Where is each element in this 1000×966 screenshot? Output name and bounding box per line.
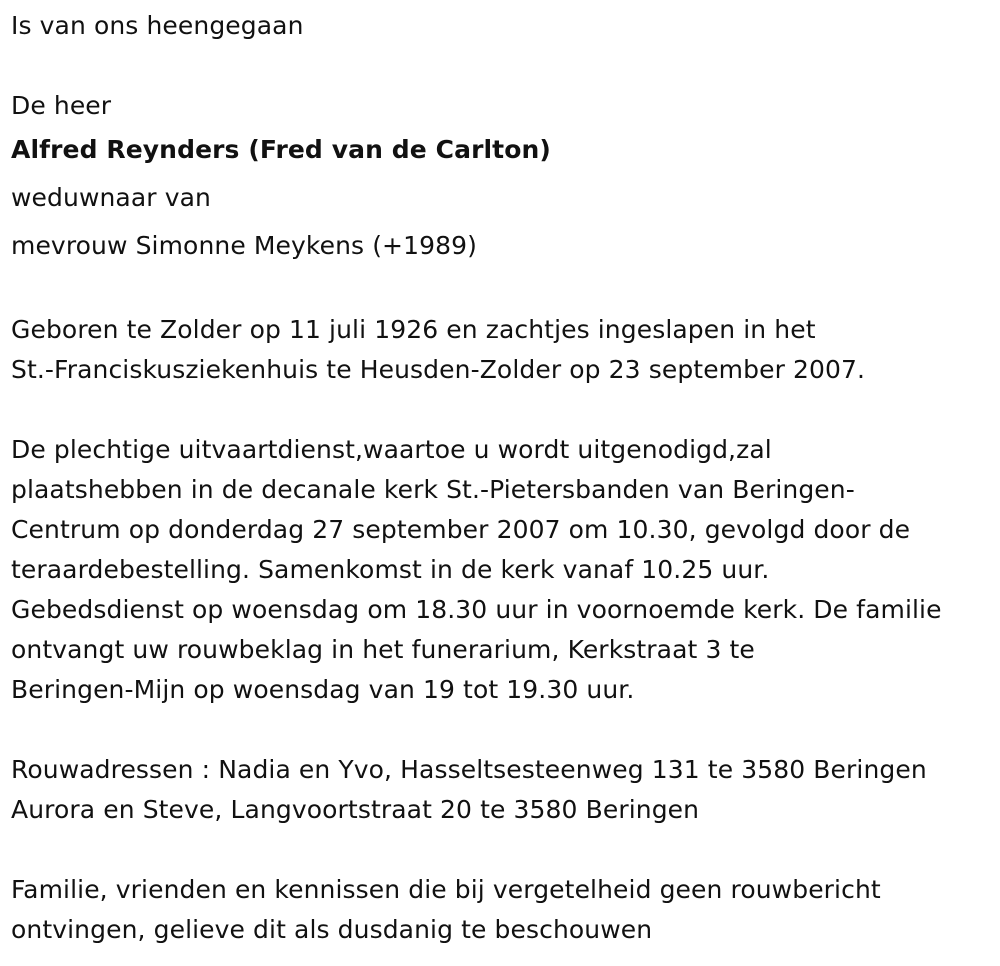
paragraph-line: ontvangt uw rouwbeklag in het funerarium, Kerkstraat 3 te xyxy=(11,635,755,664)
paragraph-line: Geboren te Zolder op 11 juli 1926 en zachtjes ingeslapen in het xyxy=(11,315,816,344)
paragraph-line: Familie, vrienden en kennissen die bij vergetelheid geen rouwbericht xyxy=(11,875,881,904)
spacer xyxy=(11,390,996,430)
widower-text: weduwnaar van xyxy=(11,183,211,212)
intro-text: Is van ons heengegaan xyxy=(11,11,304,40)
address-paragraph xyxy=(11,750,996,830)
service-paragraph xyxy=(11,430,996,710)
paragraph-line: plaatshebben in de decanale kerk St.-Pietersbanden van Beringen- xyxy=(11,475,855,504)
paragraph-line: Rouwadressen : Nadia en Yvo, Hasseltsesteenweg 131 te 3580 Beringen xyxy=(11,755,927,784)
paragraph-line: Centrum op donderdag 27 september 2007 om 10.30, gevolgd door de xyxy=(11,515,911,544)
death-notice xyxy=(11,6,996,950)
paragraph-line: ontvingen, gelieve dit als dusdanig te beschouwen xyxy=(11,915,653,944)
closing-paragraph xyxy=(11,870,996,950)
paragraph-line: Gebedsdienst op woensdag om 18.30 uur in voornoemde kerk. De familie xyxy=(11,595,942,624)
deceased-name: Alfred Reynders (Fred van de Carlton) xyxy=(11,135,551,164)
birth-paragraph xyxy=(11,310,996,390)
spacer xyxy=(11,270,996,310)
spouse-text: mevrouw Simonne Meykens (+1989) xyxy=(11,231,477,260)
spacer xyxy=(11,710,996,750)
spacer xyxy=(11,46,996,86)
salutation-text: De heer xyxy=(11,91,112,120)
spacer xyxy=(11,830,996,870)
paragraph-line: Aurora en Steve, Langvoortstraat 20 te 3580 Beringen xyxy=(11,795,700,824)
paragraph-line: St.-Franciskusziekenhuis te Heusden-Zolder op 23 september 2007. xyxy=(11,355,866,384)
paragraph-line: Beringen-Mijn op woensdag van 19 tot 19.30 uur. xyxy=(11,675,635,704)
paragraph-line: De plechtige uitvaartdienst,waartoe u wordt uitgenodigd,zal xyxy=(11,435,772,464)
paragraph-line: teraardebestelling. Samenkomst in de kerk vanaf 10.25 uur. xyxy=(11,555,770,584)
